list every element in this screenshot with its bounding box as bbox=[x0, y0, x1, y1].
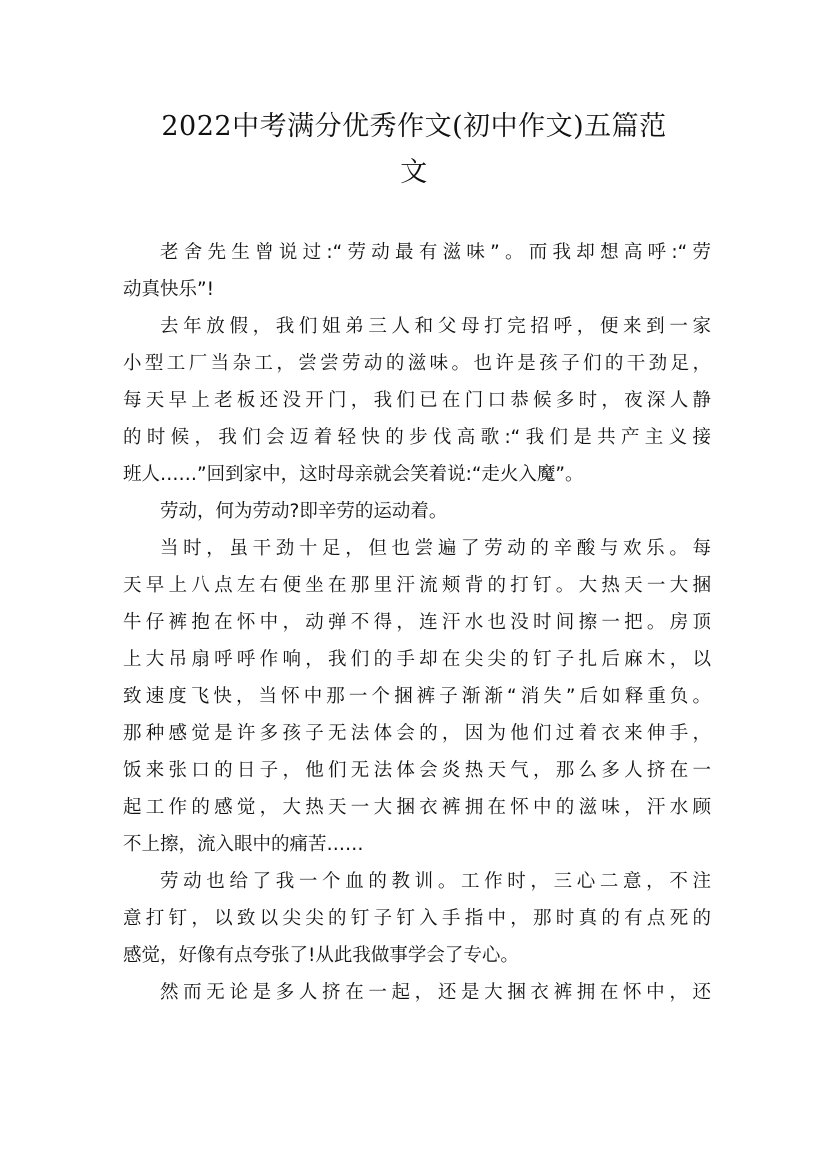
text-line: 不上擦，流入眼中的痛苦…… bbox=[123, 834, 364, 855]
text-line: 劳动，何为劳动?即辛劳的运动着。 bbox=[160, 501, 448, 522]
text-line: 上大吊扇呼呼作响，我们的手却在尖尖的钉子扎后麻木，以 bbox=[123, 649, 711, 670]
paragraph-4 bbox=[123, 530, 711, 863]
text-line: 动真快乐”! bbox=[123, 279, 215, 300]
document-body bbox=[123, 234, 711, 1011]
text-line: 起工作的感觉，大热天一大捆衣裤拥在怀中的滋味，汗水顾 bbox=[123, 797, 711, 818]
text-line: 小型工厂当杂工，尝尝劳动的滋味。也许是孩子们的干劲足， bbox=[123, 353, 711, 374]
text-line: 班人……”回到家中，这时母亲就会笑着说:“走火入魔”。 bbox=[123, 464, 584, 485]
text-line: 致速度飞快，当怀中那一个捆裤子渐渐“消失”后如释重负。 bbox=[123, 686, 711, 707]
paragraph-1 bbox=[123, 234, 711, 308]
title-line-1: 2022中考满分优秀作文(初中作文)五篇范 bbox=[161, 111, 667, 142]
paragraph-5 bbox=[123, 863, 711, 974]
text-line: 的时候，我们会迈着轻快的步伐高歌:“我们是共产主义接 bbox=[123, 427, 711, 448]
text-line: 每天早上老板还没开门，我们已在门口恭候多时，夜深人静 bbox=[123, 390, 711, 411]
text-line: 去年放假，我们姐弟三人和父母打完招呼，便来到一家 bbox=[160, 316, 711, 337]
title-line-2: 文 bbox=[400, 157, 428, 188]
paragraph-2 bbox=[123, 308, 711, 493]
text-line: 天早上八点左右便坐在那里汗流颊背的打钉。大热天一大捆 bbox=[123, 575, 711, 596]
document-title bbox=[118, 104, 710, 196]
text-line: 老舍先生曾说过:“劳动最有滋味”。而我却想高呼:“劳 bbox=[160, 242, 711, 263]
paragraph-3 bbox=[123, 493, 711, 530]
paragraph-6 bbox=[123, 974, 711, 1011]
text-line: 当时，虽干劲十足，但也尝遍了劳动的辛酸与欢乐。每 bbox=[160, 538, 711, 559]
text-line: 劳动也给了我一个血的教训。工作时，三心二意，不注 bbox=[160, 871, 711, 892]
text-line: 饭来张口的日子，他们无法体会炎热天气，那么多人挤在一 bbox=[123, 760, 711, 781]
text-line: 意打钉，以致以尖尖的钉子钉入手指中，那时真的有点死的 bbox=[123, 908, 711, 929]
text-line: 牛仔裤抱在怀中，动弹不得，连汗水也没时间擦一把。房顶 bbox=[123, 612, 711, 633]
text-line: 那种感觉是许多孩子无法体会的，因为他们过着衣来伸手， bbox=[123, 723, 711, 744]
text-line: 感觉，好像有点夸张了!从此我做事学会了专心。 bbox=[123, 945, 519, 966]
text-line: 然而无论是多人挤在一起，还是大捆衣裤拥在怀中，还 bbox=[160, 982, 711, 1003]
